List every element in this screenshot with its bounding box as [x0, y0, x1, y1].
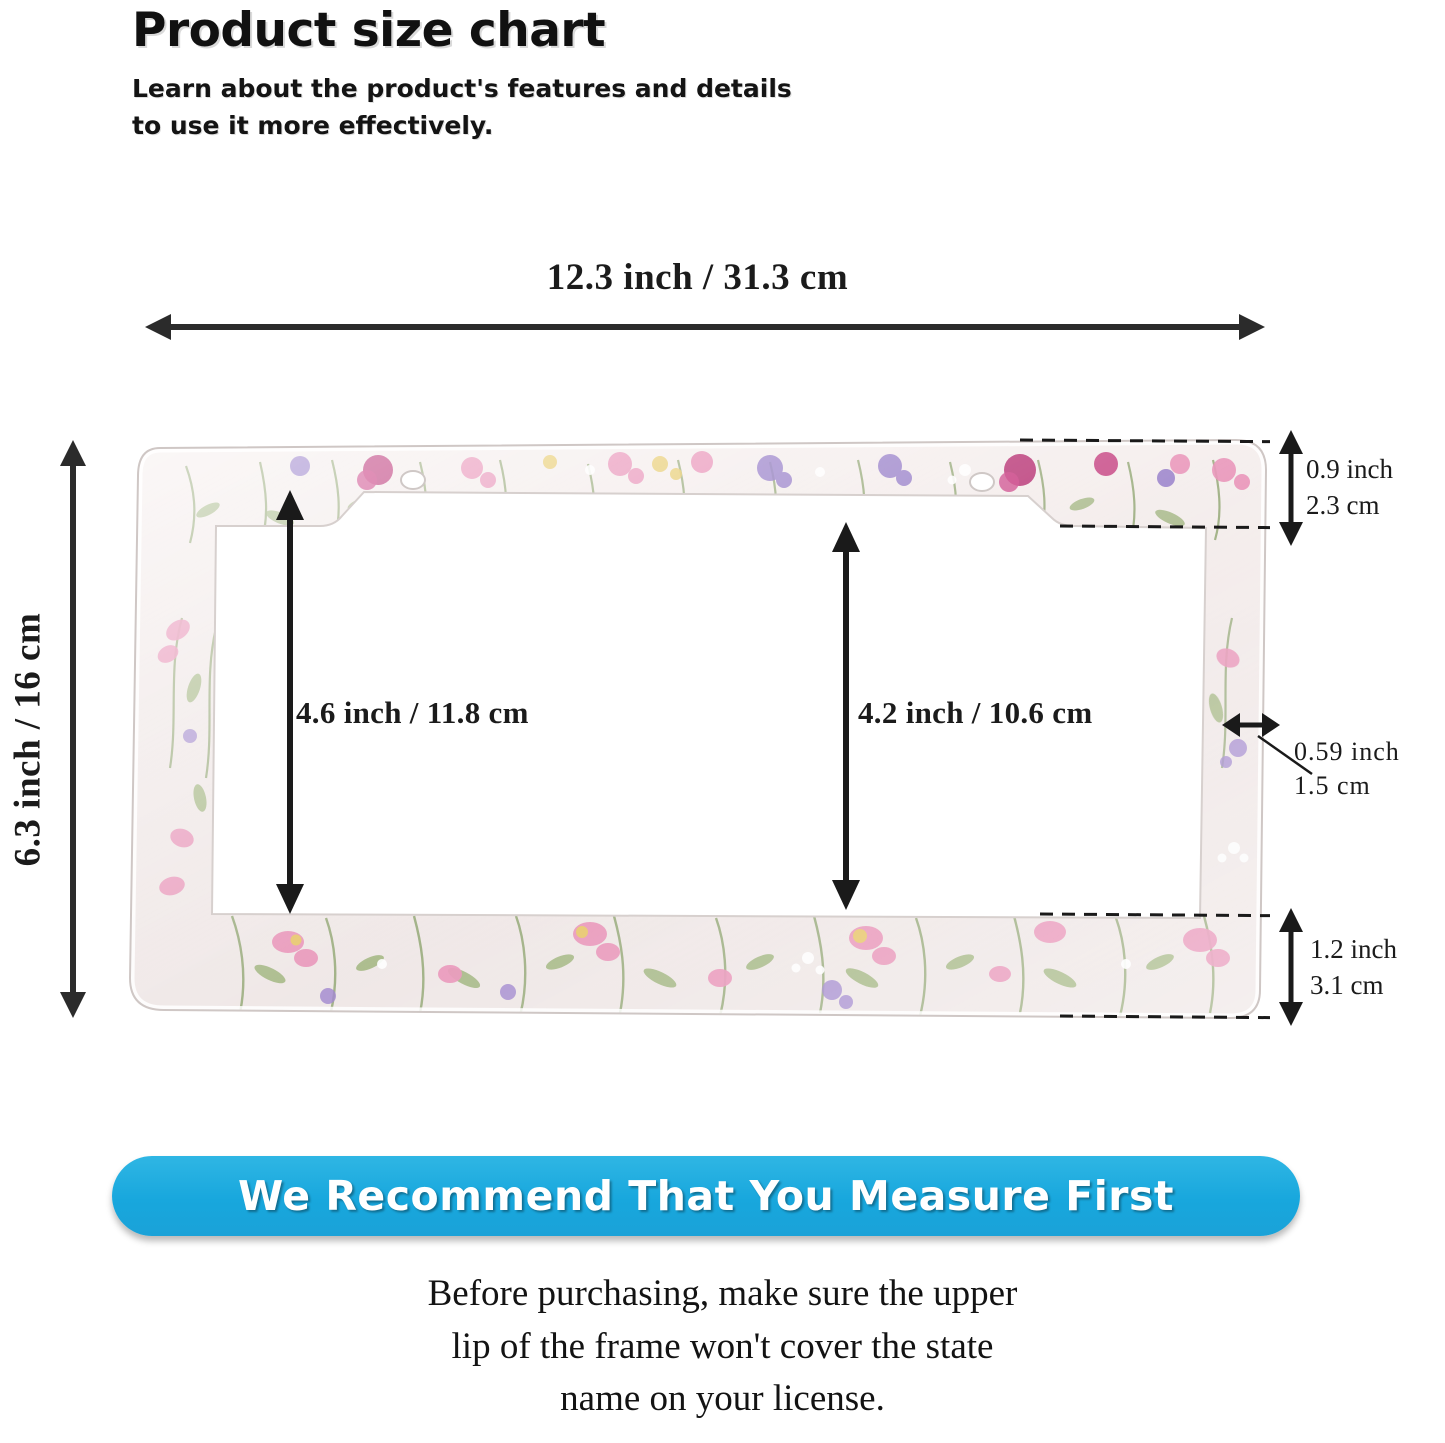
side-rail-label [1294, 735, 1400, 804]
inner-width-label: 4.6 inch / 11.8 cm [296, 695, 529, 730]
page-subtitle [132, 71, 1132, 144]
top-lip-label [1306, 452, 1393, 523]
overall-width-value: 12.3 inch / 31.3 cm [546, 257, 849, 298]
footer-line-2: lip of the frame won't cover the state [451, 1325, 994, 1367]
top-lip-cm: 2.3 cm [1306, 489, 1380, 520]
recommendation-banner-text: We Recommend That You Measure First [238, 1172, 1174, 1220]
overall-height-value: 6.3 inch / 16 cm [7, 612, 49, 867]
side-rail-cm: 1.5 cm [1294, 771, 1371, 801]
page-title: Product size chart [132, 3, 606, 58]
footer-line-1: Before purchasing, make sure the upper [427, 1273, 1018, 1314]
bottom-rail-inch: 1.2 inch [1310, 934, 1397, 964]
footer-line-3: name on your license. [560, 1378, 885, 1420]
overall-width-label [0, 256, 1445, 299]
mount-hole-right [970, 473, 994, 491]
header [132, 3, 1132, 144]
overall-width-arrow [145, 310, 1265, 344]
bottom-rail-label [1310, 932, 1397, 1003]
overall-height-arrow [55, 440, 91, 1018]
footer-note [0, 1268, 1445, 1426]
top-lip-inch: 0.9 inch [1306, 454, 1393, 484]
mount-hole-left [401, 471, 425, 489]
side-rail-inch: 0.59 inch [1294, 737, 1400, 766]
top-lip-arrow [1274, 430, 1308, 546]
product-illustration [120, 418, 1270, 1038]
recommendation-banner [112, 1156, 1300, 1236]
bottom-rail-arrow [1274, 908, 1308, 1026]
bottom-rail-cm: 3.1 cm [1310, 969, 1384, 1000]
subtitle-line-2: to use it more effectively. [132, 110, 494, 140]
subtitle-line-1: Learn about the product's features and details [132, 74, 792, 104]
license-plate-frame-svg [120, 418, 1270, 1038]
overall-height-label [7, 480, 50, 1000]
inner-height-label: 4.2 inch / 10.6 cm [858, 695, 1093, 730]
